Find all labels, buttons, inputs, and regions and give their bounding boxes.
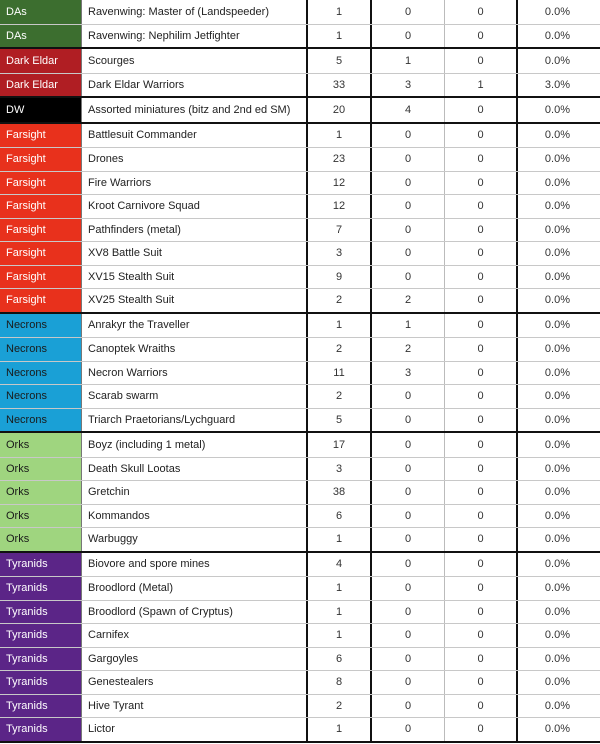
count-cell: 1 xyxy=(308,25,372,48)
unit-name-cell: Necron Warriors xyxy=(82,362,308,385)
unit-name-cell: Anrakyr the Traveller xyxy=(82,314,308,338)
count-cell: 2 xyxy=(308,338,372,361)
faction-cell: Dark Eldar xyxy=(0,74,82,97)
faction-cell: Farsight xyxy=(0,266,82,289)
column-a-cell: 0 xyxy=(372,25,445,48)
count-cell: 8 xyxy=(308,671,372,694)
count-cell: 1 xyxy=(308,624,372,647)
faction-group xyxy=(0,124,600,314)
column-a-cell: 0 xyxy=(372,409,445,432)
table-row[interactable] xyxy=(0,457,600,481)
count-cell: 4 xyxy=(308,553,372,577)
percent-cell: 0.0% xyxy=(544,103,570,116)
table-row[interactable] xyxy=(0,218,600,242)
table-row[interactable] xyxy=(0,576,600,600)
percent-cell: 0.0% xyxy=(544,533,570,546)
unit-name-cell: Biovore and spore mines xyxy=(82,553,308,577)
faction-group xyxy=(0,314,600,434)
faction-group xyxy=(0,98,600,124)
unit-name-cell: Gargoyles xyxy=(82,648,308,671)
count-cell: 6 xyxy=(308,648,372,671)
faction-cell: Necrons xyxy=(0,385,82,408)
count-cell: 33 xyxy=(308,74,372,97)
count-cell: 5 xyxy=(308,49,372,73)
faction-cell: Tyranids xyxy=(0,624,82,647)
count-cell: 1 xyxy=(308,528,372,551)
table-row[interactable] xyxy=(0,265,600,289)
unit-name-cell: Scarab swarm xyxy=(82,385,308,408)
percent-cell: 0.0% xyxy=(544,558,570,571)
table-row[interactable] xyxy=(0,361,600,385)
column-b-cell: 0 xyxy=(445,289,518,312)
column-b-cell: 0 xyxy=(445,505,518,528)
column-b-cell: 0 xyxy=(445,148,518,171)
unit-name-cell: Carnifex xyxy=(82,624,308,647)
unit-name-cell: XV8 Battle Suit xyxy=(82,242,308,265)
table-row[interactable] xyxy=(0,480,600,504)
faction-cell: Necrons xyxy=(0,314,82,338)
column-a-cell: 0 xyxy=(372,648,445,671)
table-row[interactable] xyxy=(0,288,600,312)
unit-name-cell: Broodlord (Spawn of Cryptus) xyxy=(82,601,308,624)
column-a-cell: 0 xyxy=(372,505,445,528)
count-cell: 17 xyxy=(308,433,372,457)
unit-name-cell: Hive Tyrant xyxy=(82,695,308,718)
column-b-cell: 0 xyxy=(445,266,518,289)
percent-cell: 0.0% xyxy=(544,29,570,42)
table-row[interactable] xyxy=(0,647,600,671)
count-cell: 2 xyxy=(308,385,372,408)
count-cell: 9 xyxy=(308,266,372,289)
column-a-cell: 1 xyxy=(372,314,445,338)
column-b-cell: 0 xyxy=(445,695,518,718)
count-cell: 1 xyxy=(308,577,372,600)
unit-name-cell: XV25 Stealth Suit xyxy=(82,289,308,312)
table-row[interactable] xyxy=(0,433,600,457)
unit-name-cell: Broodlord (Metal) xyxy=(82,577,308,600)
column-a-cell: 1 xyxy=(372,49,445,73)
count-cell: 1 xyxy=(308,601,372,624)
table-row[interactable] xyxy=(0,408,600,432)
table-row[interactable] xyxy=(0,623,600,647)
unit-name-cell: Lictor xyxy=(82,718,308,741)
percent-cell: 0.0% xyxy=(544,582,570,595)
count-cell: 2 xyxy=(308,289,372,312)
count-cell: 1 xyxy=(308,124,372,148)
column-b-cell: 0 xyxy=(445,528,518,551)
column-a-cell: 3 xyxy=(372,362,445,385)
column-a-cell: 0 xyxy=(372,148,445,171)
column-b-cell: 0 xyxy=(445,624,518,647)
percent-cell: 0.0% xyxy=(544,294,570,307)
percent-cell: 0.0% xyxy=(544,605,570,618)
column-a-cell: 0 xyxy=(372,433,445,457)
column-a-cell: 0 xyxy=(372,718,445,741)
column-a-cell: 4 xyxy=(372,98,445,122)
column-a-cell: 2 xyxy=(372,338,445,361)
percent-cell: 3.0% xyxy=(544,78,570,91)
faction-cell: Tyranids xyxy=(0,695,82,718)
unit-name-cell: Ravenwing: Master of (Landspeeder) xyxy=(82,0,308,24)
percent-cell: 0.0% xyxy=(544,153,570,166)
column-b-cell: 0 xyxy=(445,671,518,694)
faction-cell: DAs xyxy=(0,25,82,48)
column-b-cell: 0 xyxy=(445,553,518,577)
percent-cell: 0.0% xyxy=(544,54,570,67)
column-a-cell: 0 xyxy=(372,671,445,694)
faction-cell: DAs xyxy=(0,0,82,24)
column-b-cell: 0 xyxy=(445,0,518,24)
count-cell: 6 xyxy=(308,505,372,528)
percent-cell: 0.0% xyxy=(544,486,570,499)
table-row[interactable] xyxy=(0,194,600,218)
faction-cell: Orks xyxy=(0,458,82,481)
faction-cell: Tyranids xyxy=(0,648,82,671)
unit-name-cell: XV15 Stealth Suit xyxy=(82,266,308,289)
column-a-cell: 0 xyxy=(372,385,445,408)
percent-cell: 0.0% xyxy=(544,200,570,213)
unit-name-cell: Death Skull Lootas xyxy=(82,458,308,481)
percent-cell: 0.0% xyxy=(544,509,570,522)
column-a-cell: 0 xyxy=(372,266,445,289)
unit-name-cell: Kommandos xyxy=(82,505,308,528)
column-a-cell: 0 xyxy=(372,481,445,504)
table-row[interactable] xyxy=(0,171,600,195)
faction-cell: Orks xyxy=(0,433,82,457)
column-b-cell: 0 xyxy=(445,458,518,481)
unit-name-cell: Assorted miniatures (bitz and 2nd ed SM) xyxy=(82,98,308,122)
faction-cell: Tyranids xyxy=(0,718,82,741)
column-b-cell: 0 xyxy=(445,338,518,361)
column-b-cell: 0 xyxy=(445,25,518,48)
column-b-cell: 1 xyxy=(445,74,518,97)
faction-cell: Tyranids xyxy=(0,671,82,694)
percent-cell: 0.0% xyxy=(544,462,570,475)
faction-group xyxy=(0,433,600,553)
unit-name-cell: Dark Eldar Warriors xyxy=(82,74,308,97)
unit-name-cell: Genestealers xyxy=(82,671,308,694)
column-a-cell: 0 xyxy=(372,695,445,718)
column-a-cell: 0 xyxy=(372,553,445,577)
faction-cell: Tyranids xyxy=(0,553,82,577)
faction-group xyxy=(0,0,600,49)
count-cell: 2 xyxy=(308,695,372,718)
table-row[interactable] xyxy=(0,384,600,408)
table-row[interactable] xyxy=(0,600,600,624)
faction-cell: Orks xyxy=(0,505,82,528)
column-b-cell: 0 xyxy=(445,648,518,671)
unit-name-cell: Battlesuit Commander xyxy=(82,124,308,148)
percent-cell: 0.0% xyxy=(544,343,570,356)
unit-name-cell: Pathfinders (metal) xyxy=(82,219,308,242)
column-b-cell: 0 xyxy=(445,314,518,338)
unit-name-cell: Kroot Carnivore Squad xyxy=(82,195,308,218)
percent-cell: 0.0% xyxy=(544,319,570,332)
column-b-cell: 0 xyxy=(445,577,518,600)
percent-cell: 0.0% xyxy=(544,652,570,665)
faction-cell: Necrons xyxy=(0,409,82,432)
table-row[interactable] xyxy=(0,124,600,148)
table-row[interactable] xyxy=(0,98,600,122)
percent-cell: 0.0% xyxy=(544,390,570,403)
faction-cell: Tyranids xyxy=(0,577,82,600)
table-row[interactable] xyxy=(0,0,600,24)
table-row[interactable] xyxy=(0,670,600,694)
faction-cell: DW xyxy=(0,98,82,122)
column-b-cell: 0 xyxy=(445,409,518,432)
faction-cell: Farsight xyxy=(0,219,82,242)
count-cell: 20 xyxy=(308,98,372,122)
column-a-cell: 0 xyxy=(372,219,445,242)
count-cell: 5 xyxy=(308,409,372,432)
table-row[interactable] xyxy=(0,553,600,577)
faction-cell: Orks xyxy=(0,481,82,504)
count-cell: 11 xyxy=(308,362,372,385)
count-cell: 3 xyxy=(308,458,372,481)
column-b-cell: 0 xyxy=(445,718,518,741)
count-cell: 1 xyxy=(308,0,372,24)
column-a-cell: 0 xyxy=(372,124,445,148)
table-row[interactable] xyxy=(0,241,600,265)
faction-cell: Necrons xyxy=(0,338,82,361)
table-row[interactable] xyxy=(0,24,600,48)
table-row[interactable] xyxy=(0,337,600,361)
table-row[interactable] xyxy=(0,314,600,338)
column-a-cell: 0 xyxy=(372,601,445,624)
faction-group xyxy=(0,49,600,98)
table-row[interactable] xyxy=(0,694,600,718)
table-row[interactable] xyxy=(0,527,600,551)
table-row[interactable] xyxy=(0,717,600,741)
column-b-cell: 0 xyxy=(445,98,518,122)
column-b-cell: 0 xyxy=(445,124,518,148)
table-row[interactable] xyxy=(0,49,600,73)
percent-cell: 0.0% xyxy=(544,413,570,426)
table-row[interactable] xyxy=(0,147,600,171)
percent-cell: 0.0% xyxy=(544,723,570,736)
percent-cell: 0.0% xyxy=(544,438,570,451)
column-b-cell: 0 xyxy=(445,385,518,408)
column-a-cell: 0 xyxy=(372,458,445,481)
count-cell: 12 xyxy=(308,172,372,195)
column-a-cell: 0 xyxy=(372,624,445,647)
column-b-cell: 0 xyxy=(445,601,518,624)
faction-cell: Farsight xyxy=(0,289,82,312)
percent-cell: 0.0% xyxy=(544,247,570,260)
count-cell: 1 xyxy=(308,718,372,741)
faction-cell: Farsight xyxy=(0,148,82,171)
column-b-cell: 0 xyxy=(445,195,518,218)
column-b-cell: 0 xyxy=(445,219,518,242)
faction-group xyxy=(0,553,600,743)
faction-cell: Farsight xyxy=(0,242,82,265)
faction-cell: Necrons xyxy=(0,362,82,385)
faction-cell: Farsight xyxy=(0,195,82,218)
unit-name-cell: Fire Warriors xyxy=(82,172,308,195)
count-cell: 3 xyxy=(308,242,372,265)
column-a-cell: 0 xyxy=(372,528,445,551)
unit-name-cell: Ravenwing: Nephilim Jetfighter xyxy=(82,25,308,48)
table-row[interactable] xyxy=(0,504,600,528)
column-b-cell: 0 xyxy=(445,433,518,457)
faction-cell: Farsight xyxy=(0,124,82,148)
count-cell: 1 xyxy=(308,314,372,338)
count-cell: 38 xyxy=(308,481,372,504)
column-b-cell: 0 xyxy=(445,172,518,195)
faction-cell: Farsight xyxy=(0,172,82,195)
column-b-cell: 0 xyxy=(445,362,518,385)
column-a-cell: 0 xyxy=(372,172,445,195)
faction-cell: Dark Eldar xyxy=(0,49,82,73)
column-a-cell: 3 xyxy=(372,74,445,97)
percent-cell: 0.0% xyxy=(544,366,570,379)
percent-cell: 0.0% xyxy=(544,223,570,236)
unit-name-cell: Warbuggy xyxy=(82,528,308,551)
percent-cell: 0.0% xyxy=(544,5,570,18)
count-cell: 23 xyxy=(308,148,372,171)
count-cell: 12 xyxy=(308,195,372,218)
column-b-cell: 0 xyxy=(445,481,518,504)
unit-name-cell: Drones xyxy=(82,148,308,171)
count-cell: 7 xyxy=(308,219,372,242)
table-row[interactable] xyxy=(0,73,600,97)
unit-name-cell: Scourges xyxy=(82,49,308,73)
column-b-cell: 0 xyxy=(445,49,518,73)
unit-name-cell: Triarch Praetorians/Lychguard xyxy=(82,409,308,432)
column-a-cell: 0 xyxy=(372,195,445,218)
percent-cell: 0.0% xyxy=(544,176,570,189)
faction-cell: Tyranids xyxy=(0,601,82,624)
percent-cell: 0.0% xyxy=(544,676,570,689)
unit-name-cell: Canoptek Wraiths xyxy=(82,338,308,361)
percent-cell: 0.0% xyxy=(544,270,570,283)
percent-cell: 0.0% xyxy=(544,699,570,712)
faction-cell: Orks xyxy=(0,528,82,551)
column-a-cell: 2 xyxy=(372,289,445,312)
unit-name-cell: Boyz (including 1 metal) xyxy=(82,433,308,457)
column-b-cell: 0 xyxy=(445,242,518,265)
column-a-cell: 0 xyxy=(372,0,445,24)
percent-cell: 0.0% xyxy=(544,129,570,142)
unit-name-cell: Gretchin xyxy=(82,481,308,504)
column-a-cell: 0 xyxy=(372,242,445,265)
percent-cell: 0.0% xyxy=(544,629,570,642)
column-a-cell: 0 xyxy=(372,577,445,600)
